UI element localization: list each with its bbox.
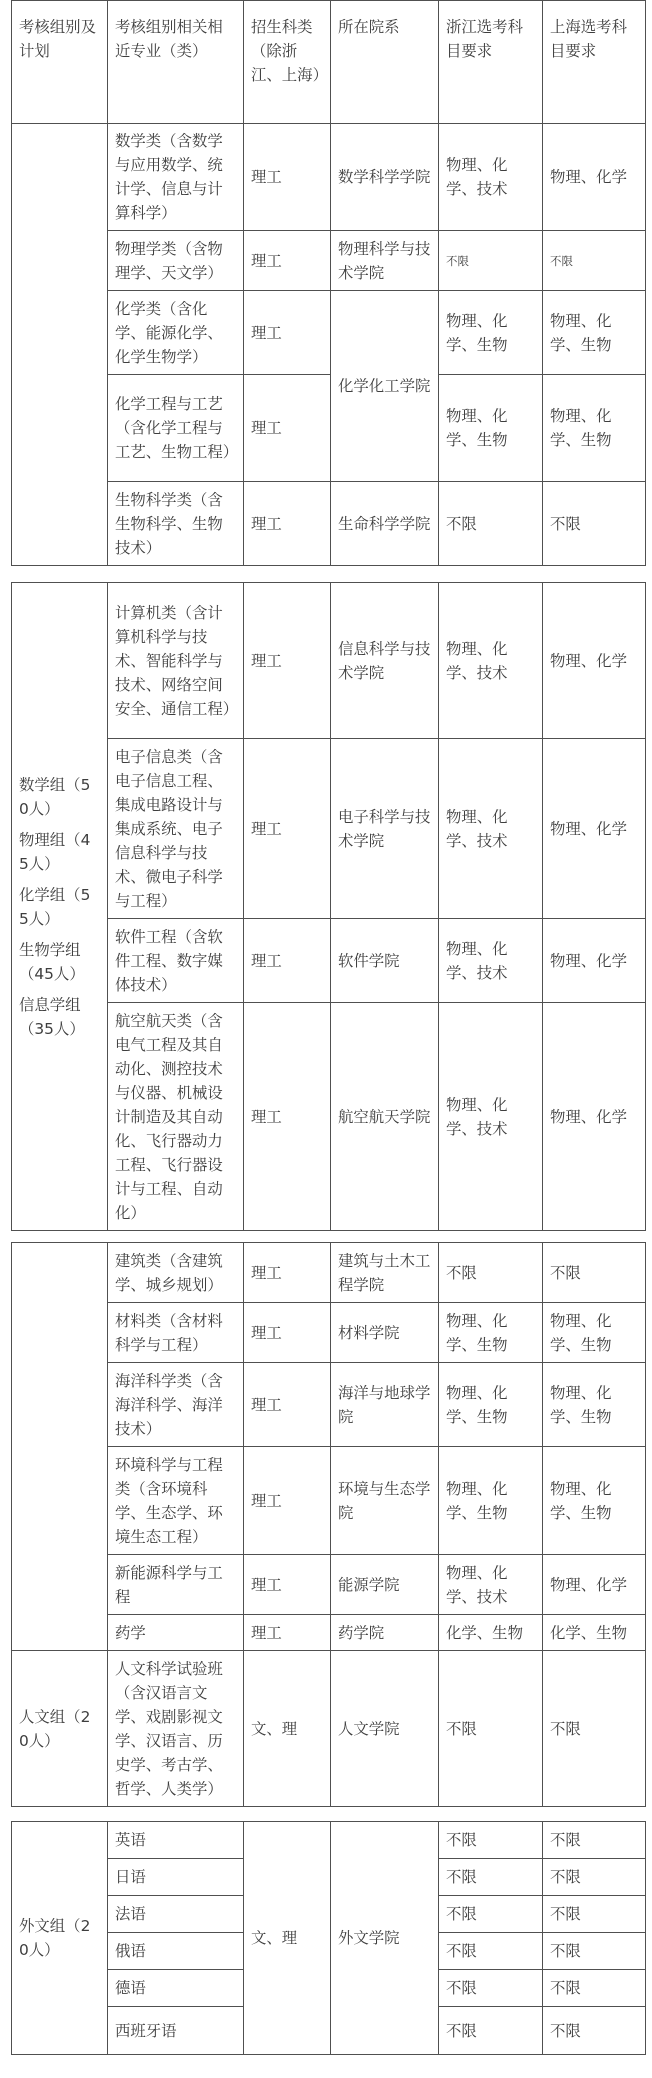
admission-table-part-4	[11, 1821, 646, 2055]
table-row	[12, 1615, 646, 1651]
major-cell: 数学类（含数学与应用数学、统计学、信息与计算科学）	[108, 124, 244, 231]
major-cell: 人文科学试验班（含汉语言文学、戏剧影视文学、汉语言、历史学、考古学、哲学、人类学）	[108, 1651, 244, 1807]
dept-cell: 环境与生态学院	[331, 1447, 439, 1555]
major-cell: 法语	[108, 1896, 244, 1933]
zhejiang-cell: 物理、化学、技术	[439, 124, 543, 231]
shanghai-cell: 物理、化学、生物	[543, 291, 646, 375]
table-row	[12, 919, 646, 1003]
shanghai-cell: 不限	[543, 1970, 646, 2007]
dept-cell: 电子科学与技术学院	[331, 739, 439, 919]
dept-cell: 软件学院	[331, 919, 439, 1003]
shanghai-cell: 物理、化学	[543, 1555, 646, 1615]
table-row	[12, 1447, 646, 1555]
shanghai-cell: 物理、化学	[543, 739, 646, 919]
table-row	[12, 1363, 646, 1447]
zhejiang-cell: 不限	[439, 1896, 543, 1933]
zhejiang-cell: 物理、化学、生物	[439, 1447, 543, 1555]
shanghai-cell: 物理、化学	[543, 919, 646, 1003]
dept-cell: 化学化工学院	[331, 291, 439, 482]
dept-cell: 物理科学与技术学院	[331, 231, 439, 291]
zhejiang-cell: 物理、化学、生物	[439, 291, 543, 375]
dept-cell: 药学院	[331, 1615, 439, 1651]
shanghai-cell: 物理、化学、生物	[543, 375, 646, 482]
subject-cell: 理工	[244, 231, 331, 291]
group-cell	[12, 124, 108, 566]
table-row	[12, 739, 646, 919]
major-cell: 西班牙语	[108, 2007, 244, 2055]
header-shanghai: 上海选考科目要求	[543, 1, 646, 124]
zhejiang-cell: 物理、化学、技术	[439, 1003, 543, 1231]
subject-cell: 理工	[244, 482, 331, 566]
group-math: 数学组（50人）	[19, 775, 91, 818]
zhejiang-cell: 不限	[439, 1933, 543, 1970]
header-subject: 招生科类（除浙江、上海）	[244, 1, 331, 124]
subject-cell: 理工	[244, 1243, 331, 1303]
header-row	[12, 1, 646, 124]
shanghai-cell: 不限	[543, 2007, 646, 2055]
header-major: 考核组别相关相近专业（类）	[108, 1, 244, 124]
dept-cell: 人文学院	[331, 1651, 439, 1807]
subject-cell: 理工	[244, 583, 331, 739]
major-cell: 化学类（含化学、能源化学、化学生物学）	[108, 291, 244, 375]
zhejiang-cell: 不限	[439, 1651, 543, 1807]
major-cell: 化学工程与工艺（含化学工程与工艺、生物工程）	[108, 375, 244, 482]
admission-table-part-3	[11, 1242, 646, 1807]
major-cell: 计算机类（含计算机科学与技术、智能科学与技术、网络空间安全、通信工程）	[108, 583, 244, 739]
table-row	[12, 1555, 646, 1615]
subject-cell: 理工	[244, 1363, 331, 1447]
shanghai-cell: 化学、生物	[543, 1615, 646, 1651]
zhejiang-cell: 不限	[439, 482, 543, 566]
subject-cell: 理工	[244, 1555, 331, 1615]
zhejiang-cell: 不限	[439, 231, 543, 291]
shanghai-cell: 不限	[543, 1896, 646, 1933]
subject-cell: 理工	[244, 375, 331, 482]
zhejiang-cell: 物理、化学、技术	[439, 583, 543, 739]
zhejiang-cell: 物理、化学、生物	[439, 1363, 543, 1447]
shanghai-cell: 物理、化学、生物	[543, 1363, 646, 1447]
major-cell: 环境科学与工程类（含环境科学、生态学、环境生态工程）	[108, 1447, 244, 1555]
subject-cell: 理工	[244, 1447, 331, 1555]
dept-cell: 能源学院	[331, 1555, 439, 1615]
dept-cell: 外文学院	[331, 1822, 439, 2055]
shanghai-cell: 不限	[543, 1651, 646, 1807]
dept-cell: 生命科学学院	[331, 482, 439, 566]
shanghai-cell: 不限	[543, 1243, 646, 1303]
dept-cell: 航空航天学院	[331, 1003, 439, 1231]
table-row	[12, 231, 646, 291]
major-cell: 德语	[108, 1970, 244, 2007]
shanghai-cell: 不限	[543, 231, 646, 291]
subject-cell: 理工	[244, 1615, 331, 1651]
zhejiang-cell: 不限	[439, 1822, 543, 1859]
major-cell: 材料类（含材料科学与工程）	[108, 1303, 244, 1363]
major-cell: 建筑类（含建筑学、城乡规划）	[108, 1243, 244, 1303]
group-cell-foreign: 外文组（20人）	[12, 1822, 108, 2055]
table-row	[12, 583, 646, 739]
group-cell	[12, 1243, 108, 1651]
zhejiang-cell: 物理、化学、生物	[439, 1303, 543, 1363]
zhejiang-cell: 不限	[439, 1970, 543, 2007]
table-row	[12, 482, 646, 566]
zhejiang-cell: 物理、化学、生物	[439, 375, 543, 482]
major-cell: 海洋科学类（含海洋科学、海洋技术）	[108, 1363, 244, 1447]
table-row	[12, 375, 646, 482]
major-cell: 俄语	[108, 1933, 244, 1970]
shanghai-cell: 不限	[543, 1822, 646, 1859]
major-cell: 日语	[108, 1859, 244, 1896]
zhejiang-cell: 不限	[439, 1859, 543, 1896]
shanghai-cell: 物理、化学、生物	[543, 1303, 646, 1363]
shanghai-cell: 物理、化学	[543, 583, 646, 739]
major-cell: 新能源科学与工程	[108, 1555, 244, 1615]
subject-cell: 理工	[244, 1003, 331, 1231]
group-informatics: 信息学组（35人）	[19, 995, 85, 1038]
dept-cell: 材料学院	[331, 1303, 439, 1363]
dept-cell: 建筑与土木工程学院	[331, 1243, 439, 1303]
shanghai-cell: 不限	[543, 1933, 646, 1970]
dept-cell: 海洋与地球学院	[331, 1363, 439, 1447]
header-group: 考核组别及计划	[12, 1, 108, 124]
group-biology: 生物学组（45人）	[19, 940, 85, 983]
admission-table-part-2	[11, 582, 646, 1231]
subject-cell: 理工	[244, 124, 331, 231]
header-zhejiang: 浙江选考科目要求	[439, 1, 543, 124]
dept-cell: 信息科学与技术学院	[331, 583, 439, 739]
table-row	[12, 1303, 646, 1363]
zhejiang-cell: 物理、化学、技术	[439, 1555, 543, 1615]
group-physics: 物理组（45人）	[19, 830, 91, 873]
group-chemistry: 化学组（55人）	[19, 885, 91, 928]
dept-cell: 数学科学学院	[331, 124, 439, 231]
major-cell: 航空航天类（含电气工程及其自动化、测控技术与仪器、机械设计制造及其自动化、飞行器动力工程、飞行器设计与工程、自动化）	[108, 1003, 244, 1231]
shanghai-cell: 不限	[543, 482, 646, 566]
subject-cell: 理工	[244, 739, 331, 919]
admission-table-part-1	[11, 0, 646, 566]
major-cell: 英语	[108, 1822, 244, 1859]
major-cell: 电子信息类（含电子信息工程、集成电路设计与集成系统、电子信息科学与技术、微电子科学与工程）	[108, 739, 244, 919]
major-cell: 物理学类（含物理学、天文学）	[108, 231, 244, 291]
zhejiang-cell: 物理、化学、技术	[439, 919, 543, 1003]
table-row	[12, 124, 646, 231]
major-cell: 软件工程（含软件工程、数字媒体技术）	[108, 919, 244, 1003]
shanghai-cell: 不限	[543, 1859, 646, 1896]
subject-cell: 文、理	[244, 1822, 331, 2055]
table-row	[12, 1243, 646, 1303]
zhejiang-cell: 物理、化学、技术	[439, 739, 543, 919]
shanghai-cell: 物理、化学	[543, 124, 646, 231]
subject-cell: 理工	[244, 1303, 331, 1363]
major-cell: 生物科学类（含生物科学、生物技术）	[108, 482, 244, 566]
subject-cell: 文、理	[244, 1651, 331, 1807]
shanghai-cell: 物理、化学、生物	[543, 1447, 646, 1555]
zhejiang-cell: 不限	[439, 1243, 543, 1303]
zhejiang-cell: 不限	[439, 2007, 543, 2055]
header-dept: 所在院系	[331, 1, 439, 124]
subject-cell: 理工	[244, 291, 331, 375]
table-row	[12, 291, 646, 375]
zhejiang-cell: 化学、生物	[439, 1615, 543, 1651]
shanghai-cell: 物理、化学	[543, 1003, 646, 1231]
major-cell: 药学	[108, 1615, 244, 1651]
group-cell	[12, 583, 108, 1231]
table-row	[12, 1651, 646, 1807]
subject-cell: 理工	[244, 919, 331, 1003]
table-row	[12, 1822, 646, 1859]
group-cell-humanities: 人文组（20人）	[12, 1651, 108, 1807]
table-row	[12, 1003, 646, 1231]
